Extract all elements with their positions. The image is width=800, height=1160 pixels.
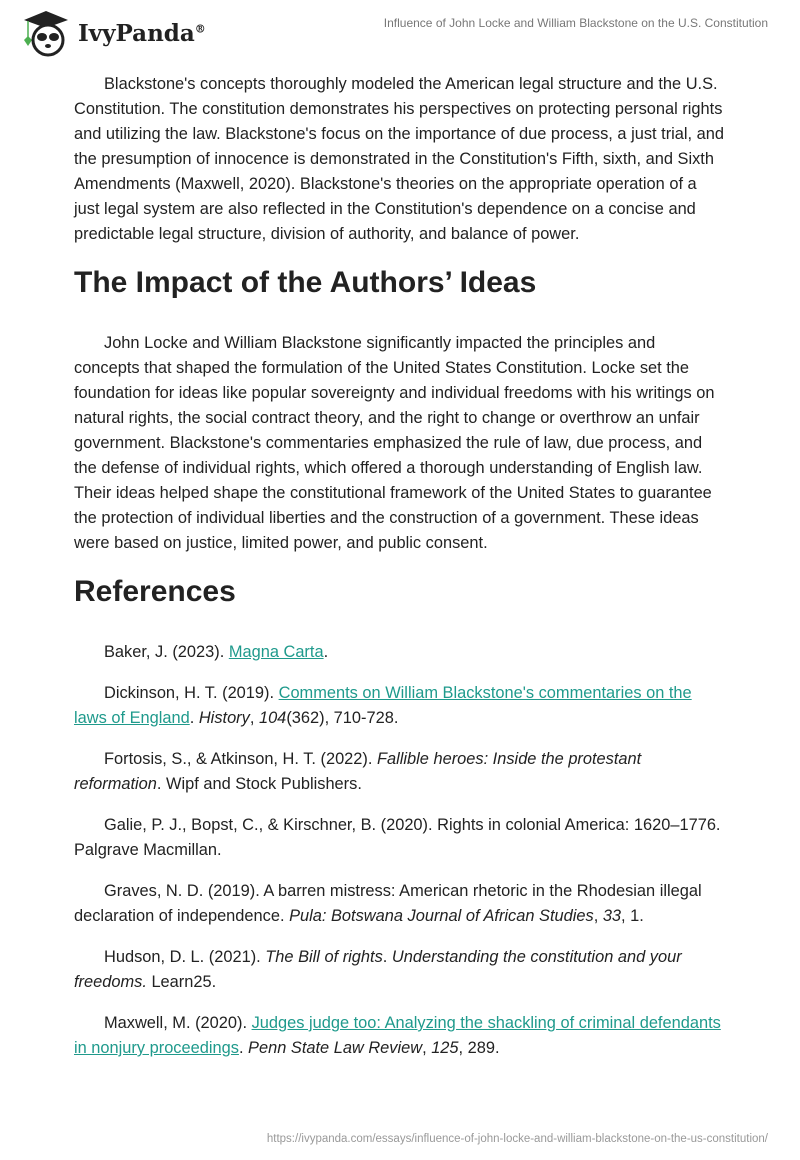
page-header [0, 0, 800, 60]
reference-italic: Penn State Law Review [248, 1039, 423, 1057]
section-heading-impact: The Impact of the Authors’ Ideas [74, 266, 537, 299]
reference-text: . [323, 643, 329, 661]
reference-text: Graves, N. D. (2019). A barren mistress: American rhetoric in the Rhodesian illegal declaration of independence. [74, 882, 702, 925]
reference-text: , 1. [621, 907, 644, 925]
logo-name: IvyPanda [78, 19, 195, 47]
reference-text: . Wipf and Stock Publishers. [156, 775, 362, 793]
reference-text: Hudson, D. L. (2021). [104, 948, 266, 966]
ivypanda-logo[interactable] [20, 8, 206, 58]
reference-link[interactable]: Magna Carta [228, 643, 324, 661]
reference-text: , [422, 1039, 432, 1057]
essay-content [74, 72, 724, 1077]
reference-text: . [189, 709, 199, 727]
reference-italic: 125 [431, 1039, 459, 1057]
reference-item [74, 640, 724, 665]
reference-item [74, 681, 724, 731]
reference-link[interactable]: Judges judge too: Analyzing the shackling of criminal defendants in nonjury proceedings [74, 1014, 721, 1057]
paragraph: John Locke and William Blackstone significantly impacted the principles and concepts that shaped the formulation of the United States Constitution. Locke set the foundation for ideas like popular sovereignty and individual freedoms with his writings on natural rights, the social contract theory, and the right to change or overthrow an unfair government. Blackstone's commentaries emphasized the rule of law, due process, and the defense of individual rights, which offered a thorough understanding of English law. Their ideas helped shape the constitutional framework of the United States to guarantee the protection of individual liberties and the construction of a government. These ideas were based on justice, limited power, and public consent. [74, 334, 715, 552]
reference-text: (362), 710-728. [286, 709, 399, 727]
reference-text: Fortosis, S., & Atkinson, H. T. (2022). [104, 750, 377, 768]
registered-mark: ® [194, 21, 206, 35]
logo-text [78, 20, 206, 47]
reference-italic: Pula: Botswana Journal of African Studies [289, 907, 594, 925]
paragraph: Blackstone's concepts thoroughly modeled the American legal structure and the U.S. Constitution. The constitution demonstrates his perspectives on protecting personal rights and utilizing the law. Blackstone's focus on the importance of due process, a just trial, and the presumption of innocence is demonstrated in the Constitution's Fifth, sixth, and Sixth Amendments (Maxwell, 2020). Blackstone's theories on the appropriate operation of a just legal system are also reflected in the Constitution's dependence on a concise and predictable legal structure, division of authority, and balance of power. [74, 75, 725, 243]
reference-item [74, 747, 724, 797]
reference-text: Learn25. [146, 973, 217, 991]
panda-graduate-icon [20, 8, 72, 58]
document-title: Influence of John Locke and William Blackstone on the U.S. Constitution [383, 16, 768, 30]
reference-text: Baker, J. (2023). [104, 643, 229, 661]
reference-text: Dickinson, H. T. (2019). [104, 684, 279, 702]
reference-italic: Fallible heroes: Inside the protestant reformation [74, 750, 642, 793]
reference-link[interactable]: Comments on William Blackstone's commentaries on the laws of England [74, 684, 692, 727]
reference-item [74, 945, 724, 995]
reference-item [74, 1011, 724, 1061]
reference-text: Maxwell, M. (2020). [104, 1014, 252, 1032]
reference-item [74, 879, 724, 929]
section-heading-references: References [74, 575, 236, 608]
reference-text: , 289. [458, 1039, 500, 1057]
reference-italic: Understanding the constitution and your freedoms. [74, 948, 682, 991]
reference-text: Galie, P. J., Bopst, C., & Kirschner, B. (2020). Rights in colonial America: 1620–1776. Palgrave Macmillan. [74, 816, 721, 859]
reference-text: , [249, 709, 259, 727]
reference-italic: 104 [258, 709, 287, 727]
reference-italic: 33 [602, 907, 622, 925]
reference-list [74, 640, 724, 1061]
reference-italic: History [198, 709, 250, 727]
reference-item [74, 813, 724, 863]
footer-url: https://ivypanda.com/essays/influence-of-john-locke-and-william-blackstone-on-the-us-constitution/ [266, 1133, 768, 1145]
reference-italic: The Bill of rights [265, 948, 383, 966]
reference-text: . [238, 1039, 249, 1057]
reference-text: . [382, 948, 392, 966]
reference-text: , [593, 907, 603, 925]
